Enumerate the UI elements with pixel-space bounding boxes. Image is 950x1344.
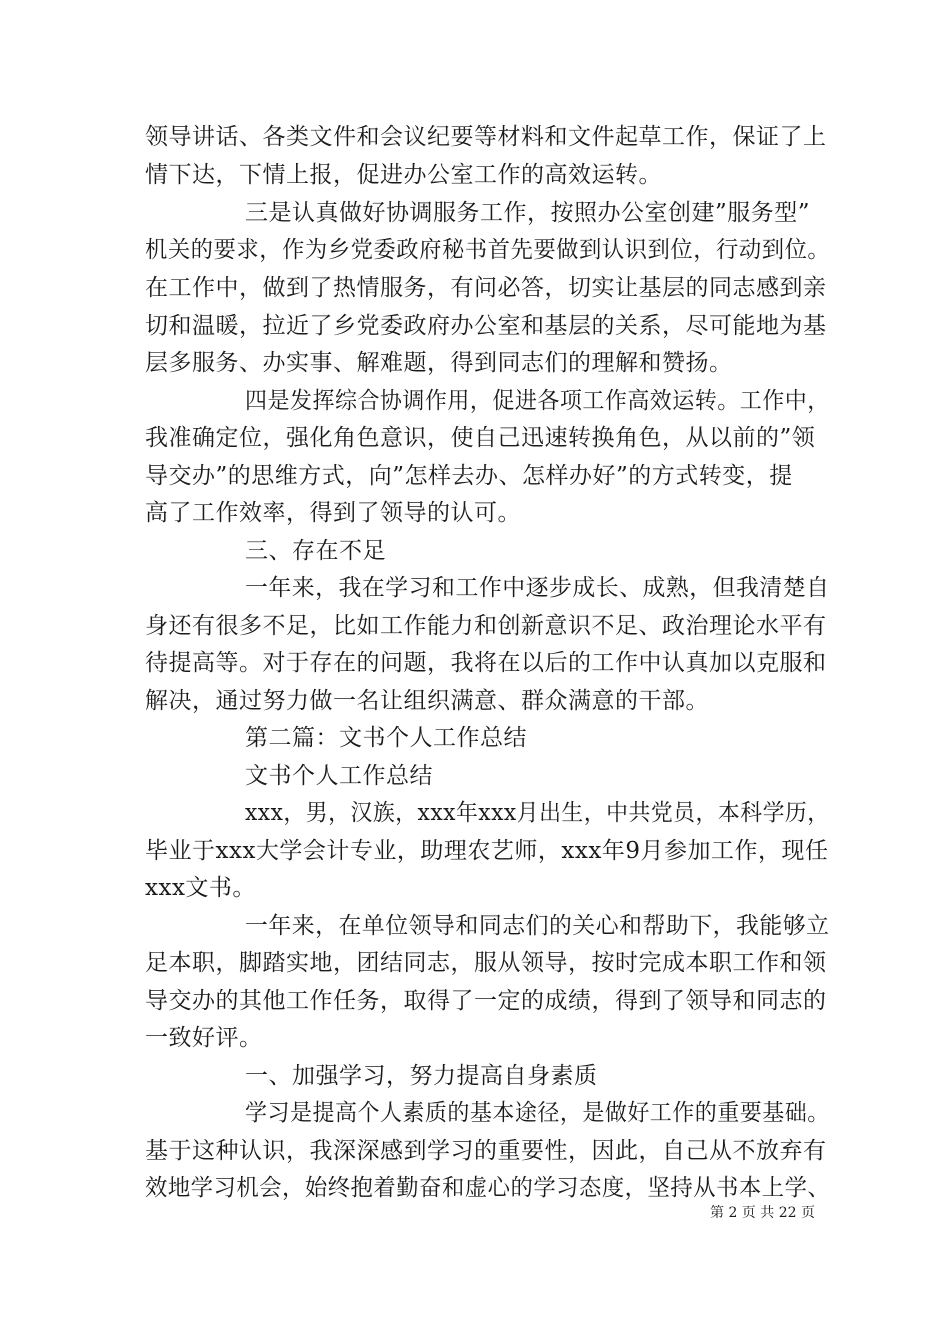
chapter-title: 第二篇：文书个人工作总结 bbox=[245, 725, 527, 751]
text-line: 足本职，脚踏实地，团结同志，服从领导，按时完成本职工作和领 bbox=[145, 950, 827, 976]
text-line: 我准确定位，强化角色意识，使自己迅速转换角色，从以前的”领 bbox=[145, 425, 816, 451]
text-line: 基于这种认识，我深深感到学习的重要性，因此，自己从不放弃有 bbox=[145, 1138, 827, 1164]
text-line: 层多服务、办实事、解难题，得到同志们的理解和赞扬。 bbox=[145, 350, 733, 376]
text-line: 高了工作效率，得到了领导的认可。 bbox=[145, 500, 521, 526]
page-number: 第 2 页 共 22 页 bbox=[710, 1205, 815, 1221]
text-line: 解决，通过努力做一名让组织满意、群众满意的干部。 bbox=[145, 688, 709, 714]
text-line: 在工作中，做到了热情服务，有问必答，切实让基层的同志感到亲 bbox=[145, 275, 827, 301]
section-heading: 一、加强学习，努力提高自身素质 bbox=[245, 1063, 598, 1089]
text-line: 一年来，在单位领导和同志们的关心和帮助下，我能够立 bbox=[245, 913, 830, 939]
text-line: 导交办”的思维方式，向”怎样去办、怎样办好”的方式转变，提 bbox=[145, 463, 793, 489]
text-line: xxx，男，汉族，xxx年xxx月出生，中共党员，本科学历， bbox=[245, 800, 830, 826]
text-line: 四是发挥综合协调作用，促进各项工作高效运转。工作中， bbox=[245, 388, 830, 414]
text-line: 导交办的其他工作任务，取得了一定的成绩，得到了领导和同志的 bbox=[145, 988, 827, 1014]
text-line: 身还有很多不足，比如工作能力和创新意识不足、政治理论水平有 bbox=[145, 613, 827, 639]
text-line: 待提高等。对于存在的问题，我将在以后的工作中认真加以克服和 bbox=[145, 650, 827, 676]
text-line: 切和温暖，拉近了乡党委政府办公室和基层的关系，尽可能地为基 bbox=[145, 313, 827, 339]
text-line: 一年来，我在学习和工作中逐步成长、成熟，但我清楚自 bbox=[245, 575, 830, 601]
text-line: xxx文书。 bbox=[145, 875, 256, 901]
text-line: 效地学习机会，始终抱着勤奋和虚心的学习态度，坚持从书本上学、 bbox=[145, 1175, 831, 1201]
section-heading: 三、存在不足 bbox=[245, 538, 386, 564]
text-line: 机关的要求，作为乡党委政府秘书首先要做到认识到位，行动到位。 bbox=[145, 237, 831, 263]
text-line: 三是认真做好协调服务工作，按照办公室创建”服务型” bbox=[245, 200, 811, 226]
text-line: 情下达，下情上报，促进办公室工作的高效运转。 bbox=[145, 162, 662, 188]
text-line: 毕业于xxx大学会计专业，助理农艺师，xxx年9月参加工作，现任 bbox=[145, 838, 829, 864]
text-line: 一致好评。 bbox=[145, 1025, 263, 1051]
text-line: 学习是提高个人素质的基本途径，是做好工作的重要基础。 bbox=[245, 1100, 830, 1126]
document-title: 文书个人工作总结 bbox=[245, 763, 433, 789]
text-line: 领导讲话、各类文件和会议纪要等材料和文件起草工作，保证了上 bbox=[145, 124, 827, 150]
